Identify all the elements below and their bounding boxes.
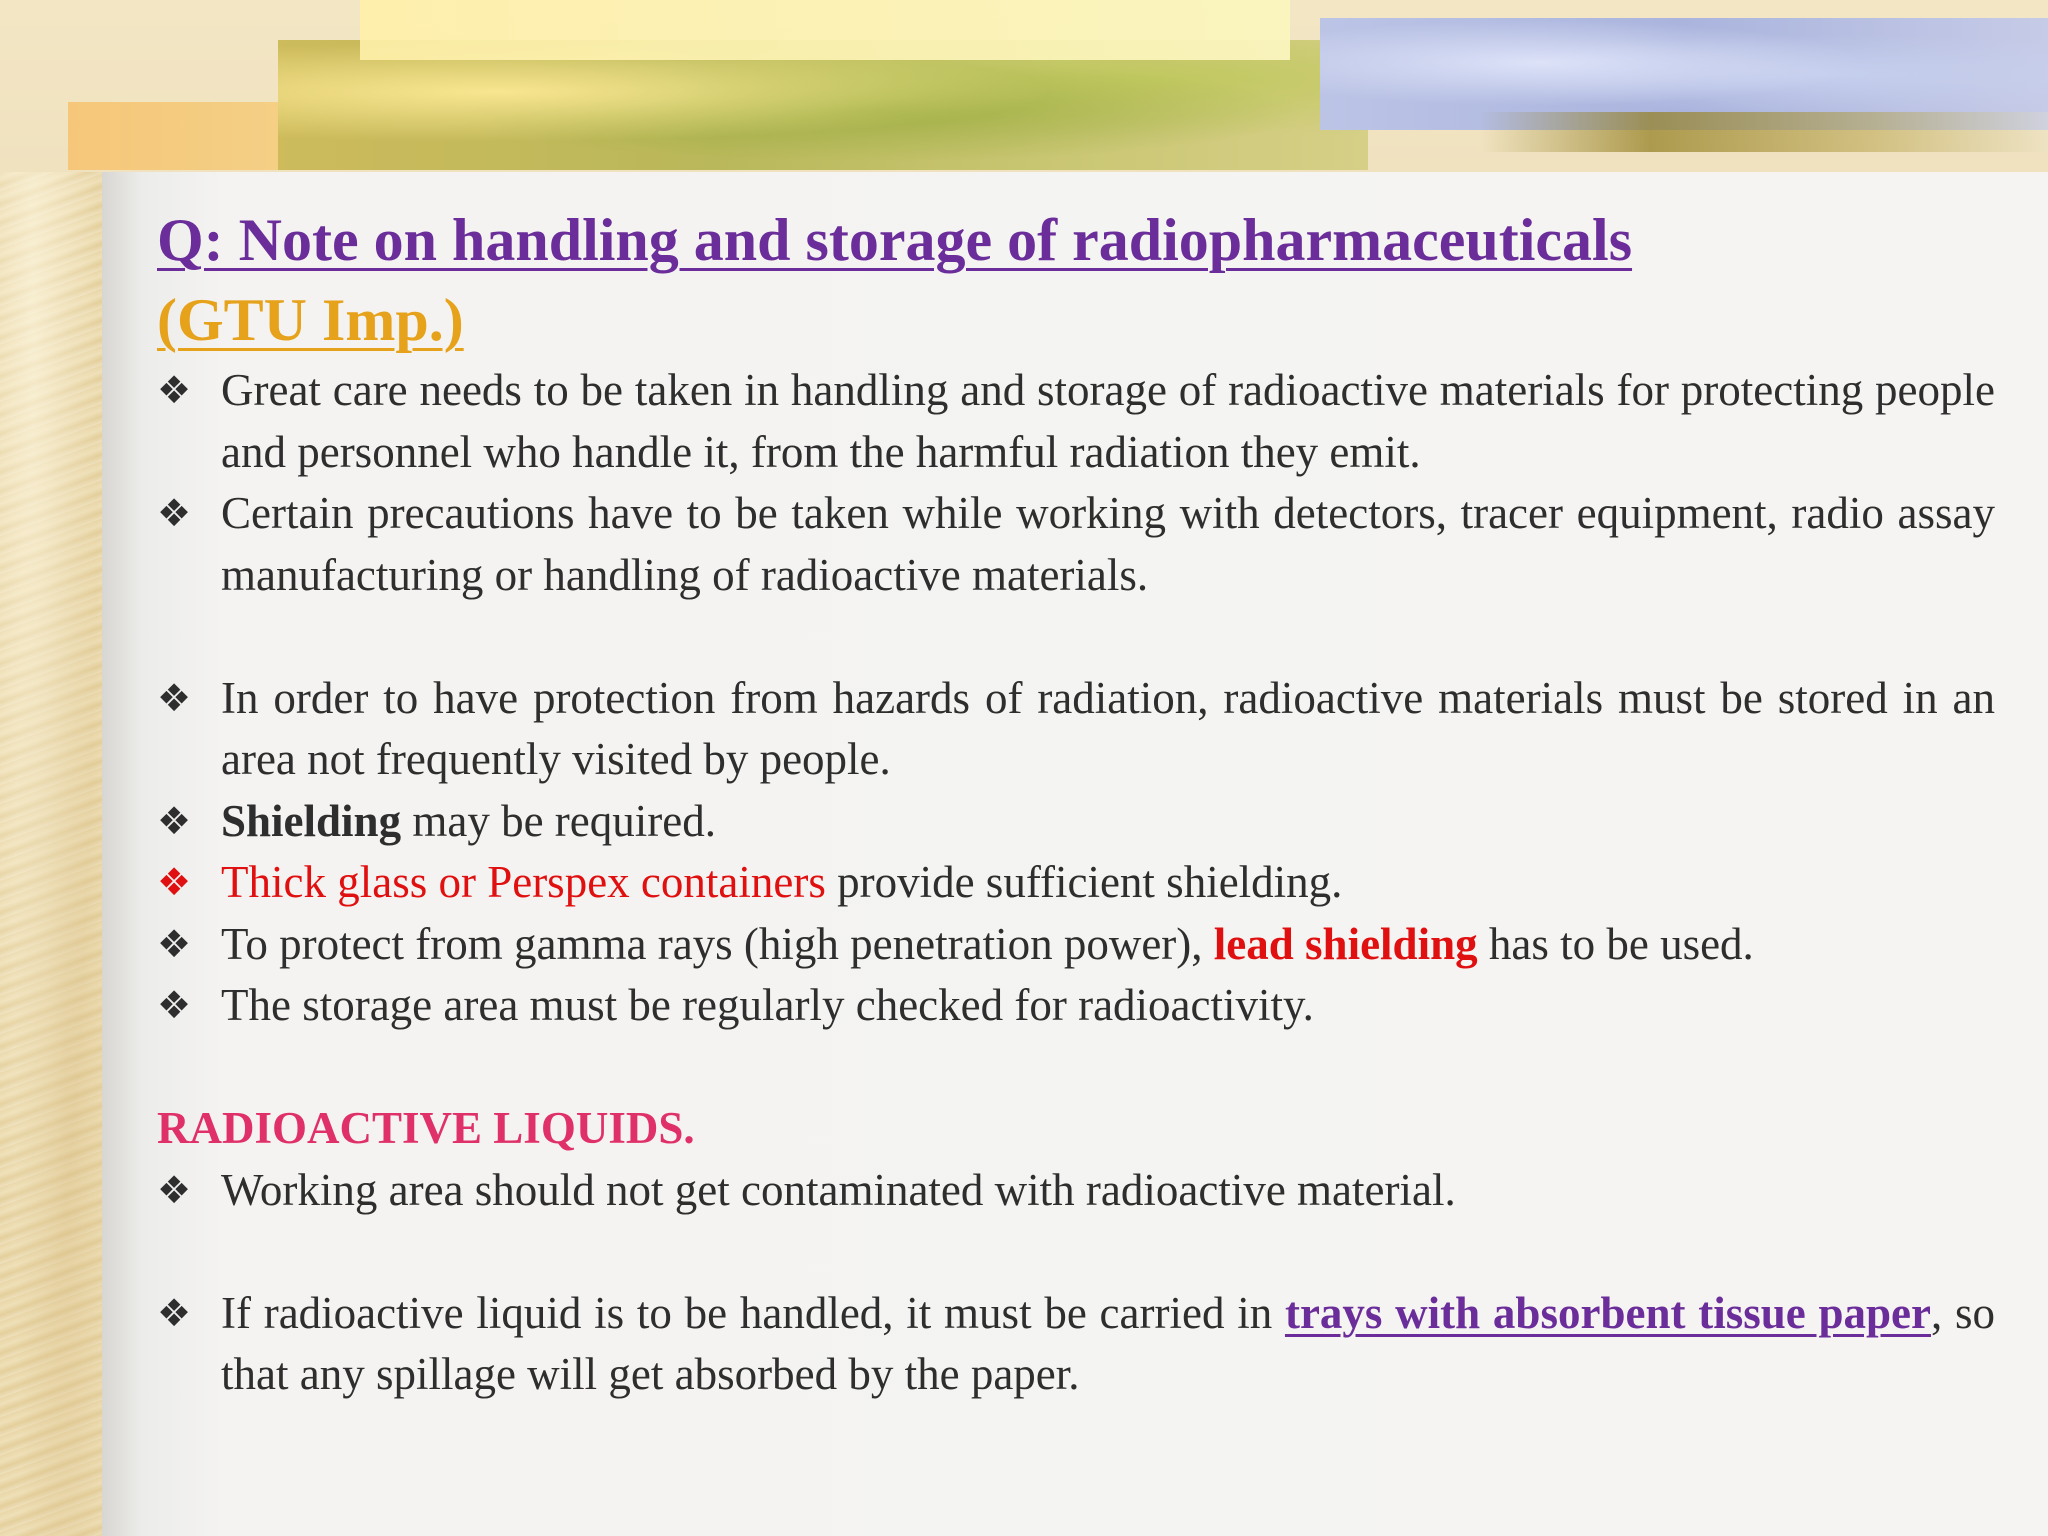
slide-content <box>157 200 1995 1406</box>
bullet-item <box>157 791 1995 853</box>
bullet-text: Working area should not get contaminated with radioactive material. <box>221 1164 1456 1215</box>
four-diamond-bullet-icon: ❖ <box>157 983 192 1027</box>
slide-title: Q: Note on handling and storage of radiopharmaceuticals <box>157 207 1633 273</box>
bullet-text: Certain precautions have to be taken while working with detectors, tracer equipment, radio assay manufacturing or handling of radioactive materials. <box>221 488 1995 600</box>
bullet-item <box>157 914 1995 976</box>
spacer <box>157 1221 1995 1283</box>
spacer <box>157 606 1995 668</box>
four-diamond-bullet-icon: ❖ <box>157 491 192 535</box>
bullet-item <box>157 1283 1995 1406</box>
four-diamond-bullet-icon: ❖ <box>157 675 192 720</box>
four-diamond-bullet-icon: ❖ <box>157 860 192 904</box>
bullet-item <box>157 360 1995 483</box>
spacer <box>157 1037 1995 1099</box>
bullet-item <box>157 483 1995 606</box>
bullet-link-text: trays with absorbent tissue paper <box>1284 1287 1931 1338</box>
bullet-bold-text: Shielding <box>221 795 402 846</box>
bullet-text: Great care needs to be taken in handling and storage of radioactive materials for protecting people and personnel who handle it, from the harmful radiation they emit. <box>221 365 1995 477</box>
header-banner <box>0 0 2048 172</box>
banner-light-strip <box>360 0 1290 60</box>
four-diamond-bullet-icon: ❖ <box>157 921 192 966</box>
four-diamond-bullet-icon: ❖ <box>157 1167 192 1212</box>
bullet-item <box>157 852 1995 914</box>
bullet-text: The storage area must be regularly checked for radioactivity. <box>221 980 1314 1030</box>
bullet-item <box>157 975 1995 1037</box>
bullet-text: provide sufficient shielding. <box>825 857 1343 907</box>
bullet-text: has to be used. <box>1477 918 1754 969</box>
bullet-text: , so that any spillage will get absorbed by the paper. <box>221 1287 1995 1399</box>
bullet-red-text: Thick glass or Perspex containers <box>221 857 826 907</box>
banner-grass-strip <box>1480 112 2048 152</box>
bullet-text: If radioactive liquid is to be handled, it must be carried in <box>221 1287 1285 1338</box>
bullet-item <box>157 668 1995 791</box>
bullet-text: In order to have protection from hazards of radiation, radioactive materials must be stored in an area not frequently visited by people. <box>221 672 1995 784</box>
title-tag: (GTU Imp.) <box>157 287 464 353</box>
bullet-item <box>157 1160 1995 1222</box>
four-diamond-bullet-icon: ❖ <box>157 1290 192 1335</box>
parchment-border <box>0 0 110 1536</box>
four-diamond-bullet-icon: ❖ <box>157 798 192 843</box>
section-heading: RADIOACTIVE LIQUIDS. <box>157 1103 695 1153</box>
four-diamond-bullet-icon: ❖ <box>157 368 192 412</box>
bullet-highlight-text: lead shielding <box>1213 918 1478 969</box>
bullet-text: To protect from gamma rays (high penetration power), <box>221 918 1214 969</box>
bullet-text: may be required. <box>401 795 716 846</box>
